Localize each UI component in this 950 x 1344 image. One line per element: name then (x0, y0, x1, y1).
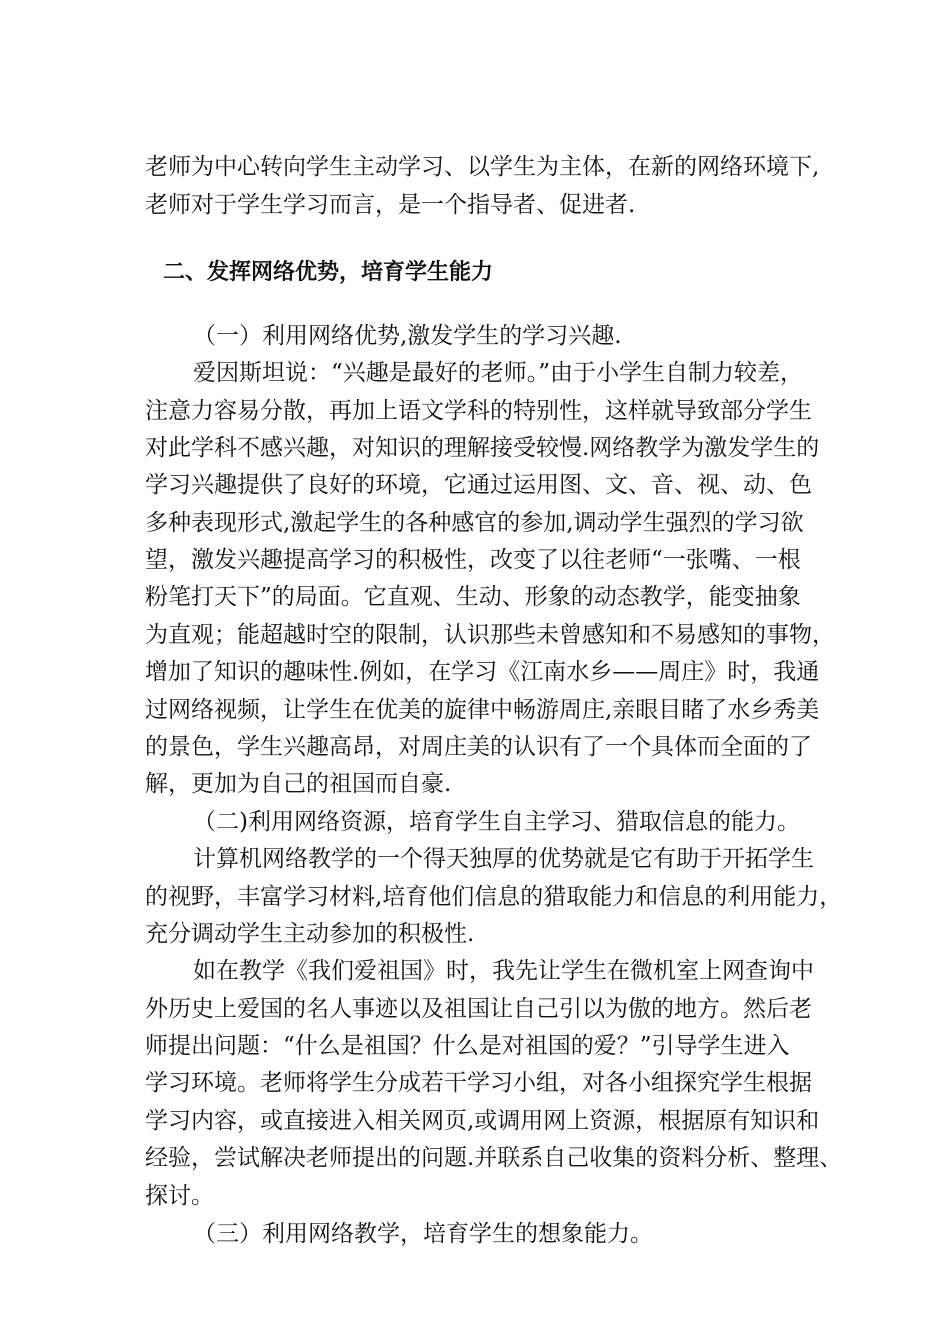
subsection-heading: （二)利用网络资源，培育学生自主学习、猎取信息的能力。 (193, 809, 800, 835)
paragraph-line: 望，激发兴趣提高学习的积极性，改变了以往老师“一张嘴、一根 (145, 547, 801, 573)
paragraph-line: 外历史上爱国的名人事迹以及祖国让自己引以为傲的地方。然后老 (145, 996, 812, 1022)
paragraph-line: 为直观；能超越时空的限制，认识那些未曾感知和不易感知的事物， (145, 622, 835, 648)
paragraph-line: 解，更加为自己的祖国而自豪. (145, 771, 452, 797)
paragraph-line: 增加了知识的趣味性.例如，在学习《江南水乡——周庄》时，我通 (145, 659, 820, 685)
paragraph-line: 的景色，学生兴趣高昂，对周庄美的认识有了一个具体而全面的了 (145, 734, 812, 760)
paragraph-line: 计算机网络教学的一个得天独厚的优势就是它有助于开拓学生 (193, 846, 814, 872)
paragraph-line: 经验，尝试解决老师提出的问题.并联系自己收集的资料分析、整理、 (145, 1145, 843, 1171)
subsection-heading: （三）利用网络教学，培育学生的想象能力。 (193, 1221, 653, 1247)
paragraph-line: 对此学科不感兴趣，对知识的理解接受较慢.网络教学为激发学生的 (145, 435, 820, 461)
paragraph-line: 充分调动学生主动参加的积极性. (145, 921, 475, 947)
paragraph-line: 学习内容，或直接进入相关网页,或调用网上资源，根据原有知识和 (145, 1108, 820, 1134)
paragraph-line: 多种表现形式,激起学生的各种感官的参加,调动学生强烈的学习欲 (145, 510, 804, 536)
paragraph-line: 粉笔打天下”的局面。它直观、生动、形象的动态教学，能变抽象 (145, 584, 801, 610)
paragraph-line: 探讨。 (145, 1183, 214, 1209)
paragraph-line: 过网络视频，让学生在优美的旋律中畅游周庄,亲眼目睹了水乡秀美 (145, 697, 820, 723)
paragraph-line: 学习兴趣提供了良好的环境，它通过运用图、文、音、视、动、色 (145, 472, 812, 498)
paragraph-line: 注意力容易分散，再加上语文学科的特别性，这样就导致部分学生 (145, 398, 812, 424)
paragraph-line: 爱因斯坦说：“兴趣是最好的老师。”由于小学生自制力较差， (193, 360, 804, 386)
paragraph-line: 如在教学《我们爱祖国》时，我先让学生在微机室上网查询中 (193, 958, 814, 984)
section-heading: 二、发挥网络优势，培育学生能力 (163, 260, 494, 285)
paragraph-line: 的视野，丰富学习材料,培育他们信息的猎取能力和信息的利用能力， (145, 884, 843, 910)
paragraph-line: 学习环境。老师将学生分成若干学习小组，对各小组探究学生根据 (145, 1070, 812, 1096)
paragraph-line: 老师对于学生学习而言，是一个指导者、促进者. (145, 192, 636, 218)
paragraph-line: 师提出问题：“什么是祖国？什么是对祖国的爱？”引导学生进入 (145, 1033, 790, 1059)
subsection-heading: （一）利用网络优势,激发学生的学习兴趣. (193, 323, 622, 349)
paragraph-line: 老师为中心转向学生主动学习、以学生为主体，在新的网络环境下, (145, 154, 820, 180)
